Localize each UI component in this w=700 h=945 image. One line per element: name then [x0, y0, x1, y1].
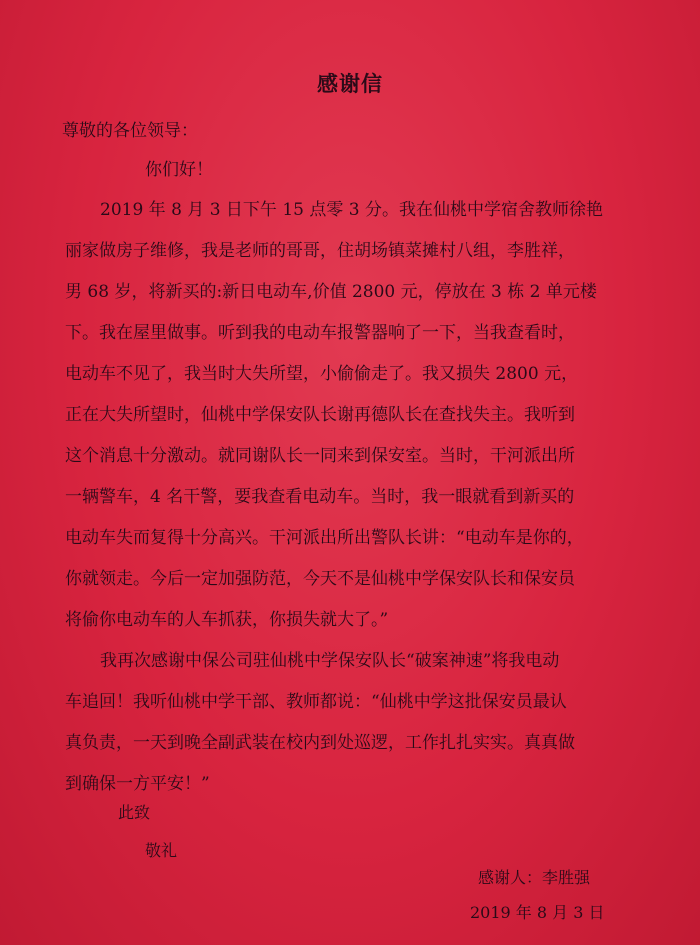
closing-cizhi: 此致 — [118, 803, 151, 822]
body-line: 真负责，一天到晚全副武装在校内到处巡逻，工作扎扎实实。真真做 — [65, 733, 575, 753]
body-line: 我再次感谢中保公司驻仙桃中学保安队长“破案神速”将我电动 — [100, 651, 560, 671]
body-line: 这个消息十分激动。就同谢队长一同来到保安室。当时，干河派出所 — [65, 446, 575, 466]
body-line: 车追回！我听仙桃中学干部、教师都说：“仙桃中学这批保安员最认 — [65, 692, 567, 712]
body-line: 到确保一方平安！” — [65, 774, 210, 794]
body-line: 下。我在屋里做事。听到我的电动车报警器响了一下，当我查看时， — [65, 323, 575, 343]
body-line: 电动车不见了，我当时大失所望，小偷偷走了。我又损失 2800 元， — [65, 364, 579, 384]
letter-title: 感谢信 — [317, 71, 383, 96]
body-line: 正在大失所望时，仙桃中学保安队长谢再德队长在查找失主。我听到 — [65, 405, 575, 425]
signer: 感谢人：李胜强 — [478, 868, 591, 887]
body-line: 男 68 岁，将新买的:新日电动车,价值 2800 元，停放在 3 栋 2 单元楼 — [65, 282, 597, 302]
letter-date: 2019 年 8 月 3 日 — [470, 903, 605, 922]
closing-jingli: 敬礼 — [145, 841, 178, 860]
body-line: 将偷你电动车的人车抓获，你损失就大了。” — [65, 610, 389, 630]
body-line: 一辆警车，4 名干警，要我查看电动车。当时，我一眼就看到新买的 — [65, 487, 575, 507]
body-line: 2019 年 8 月 3 日下午 15 点零 3 分。我在仙桃中学宿舍教师徐艳 — [100, 200, 603, 220]
greeting: 你们好！ — [145, 160, 213, 180]
body-line: 你就领走。今后一定加强防范，今天不是仙桃中学保安队长和保安员 — [65, 569, 575, 589]
body-line: 丽家做房子维修，我是老师的哥哥，住胡场镇菜摊村八组，李胜祥， — [65, 241, 575, 261]
body-line: 电动车失而复得十分高兴。干河派出所出警队长讲：“电动车是你的， — [65, 528, 584, 548]
salutation: 尊敬的各位领导： — [62, 121, 198, 141]
